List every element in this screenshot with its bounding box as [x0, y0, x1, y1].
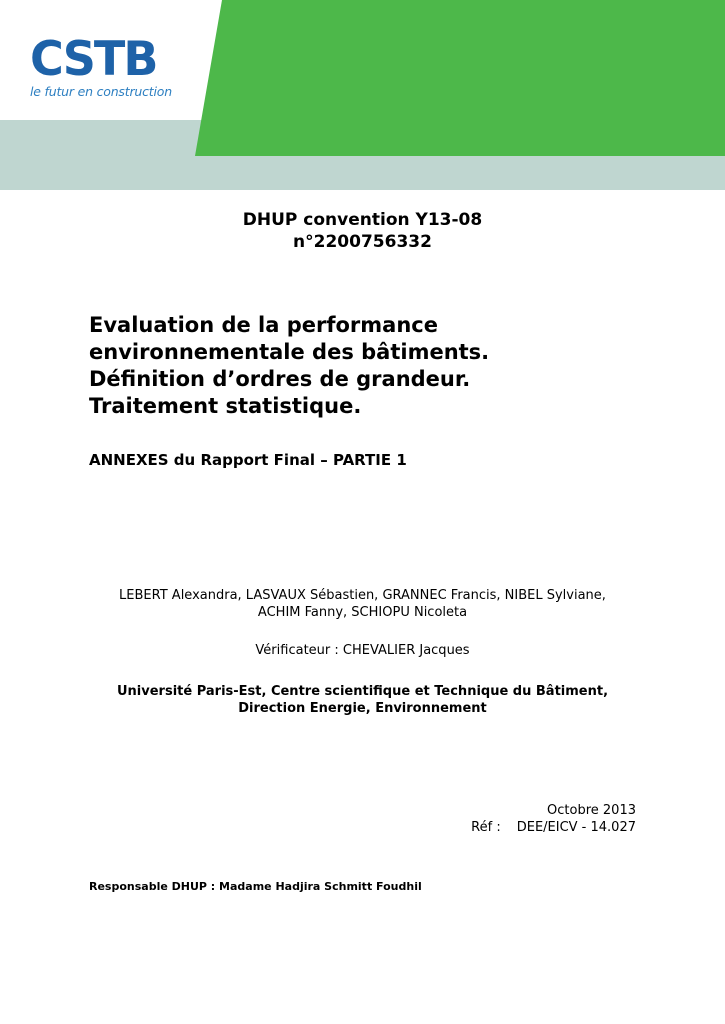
authors-line-1: LEBERT Alexandra, LASVAUX Sébastien, GRANNEC Francis, NIBEL Sylviane,: [119, 588, 606, 603]
cstb-logo: [30, 32, 190, 99]
institution-block: [0, 683, 725, 717]
verificateur: Vérificateur : CHEVALIER Jacques: [255, 643, 470, 658]
document-date: Octobre 2013: [547, 803, 636, 818]
date-reference-block: [471, 802, 636, 836]
title-line-4: Traitement statistique.: [89, 394, 362, 418]
reference-value: DEE/EICV - 14.027: [516, 820, 636, 835]
cover-header: [0, 0, 725, 190]
logo-tagline: le futur en construction: [30, 84, 172, 99]
title-line-1: Evaluation de la performance: [89, 313, 438, 337]
convention-line-1: DHUP convention Y13-08: [242, 210, 483, 230]
authors-block: [0, 587, 725, 621]
logo-word: CSTB: [30, 32, 157, 87]
reference-label: Réf :: [471, 820, 501, 835]
authors-line-2: ACHIM Fanny, SCHIOPU Nicoleta: [257, 605, 468, 620]
title-line-2: environnementale des bâtiments.: [89, 340, 490, 364]
reference-line: [471, 819, 636, 836]
responsable-line: Responsable DHUP : Madame Hadjira Schmitt Foudhil: [89, 880, 422, 893]
document-title: [89, 312, 689, 420]
convention-line-2: n°2200756332: [293, 232, 432, 252]
green-panel: [195, 0, 725, 156]
title-line-3: Définition d’ordres de grandeur.: [89, 367, 471, 391]
convention-block: [0, 209, 725, 253]
institution-line-2: Direction Energie, Environnement: [238, 701, 487, 716]
institution-line-1: Université Paris-Est, Centre scientifique et Technique du Bâtiment,: [116, 684, 609, 699]
document-subtitle: ANNEXES du Rapport Final – PARTIE 1: [89, 451, 407, 469]
